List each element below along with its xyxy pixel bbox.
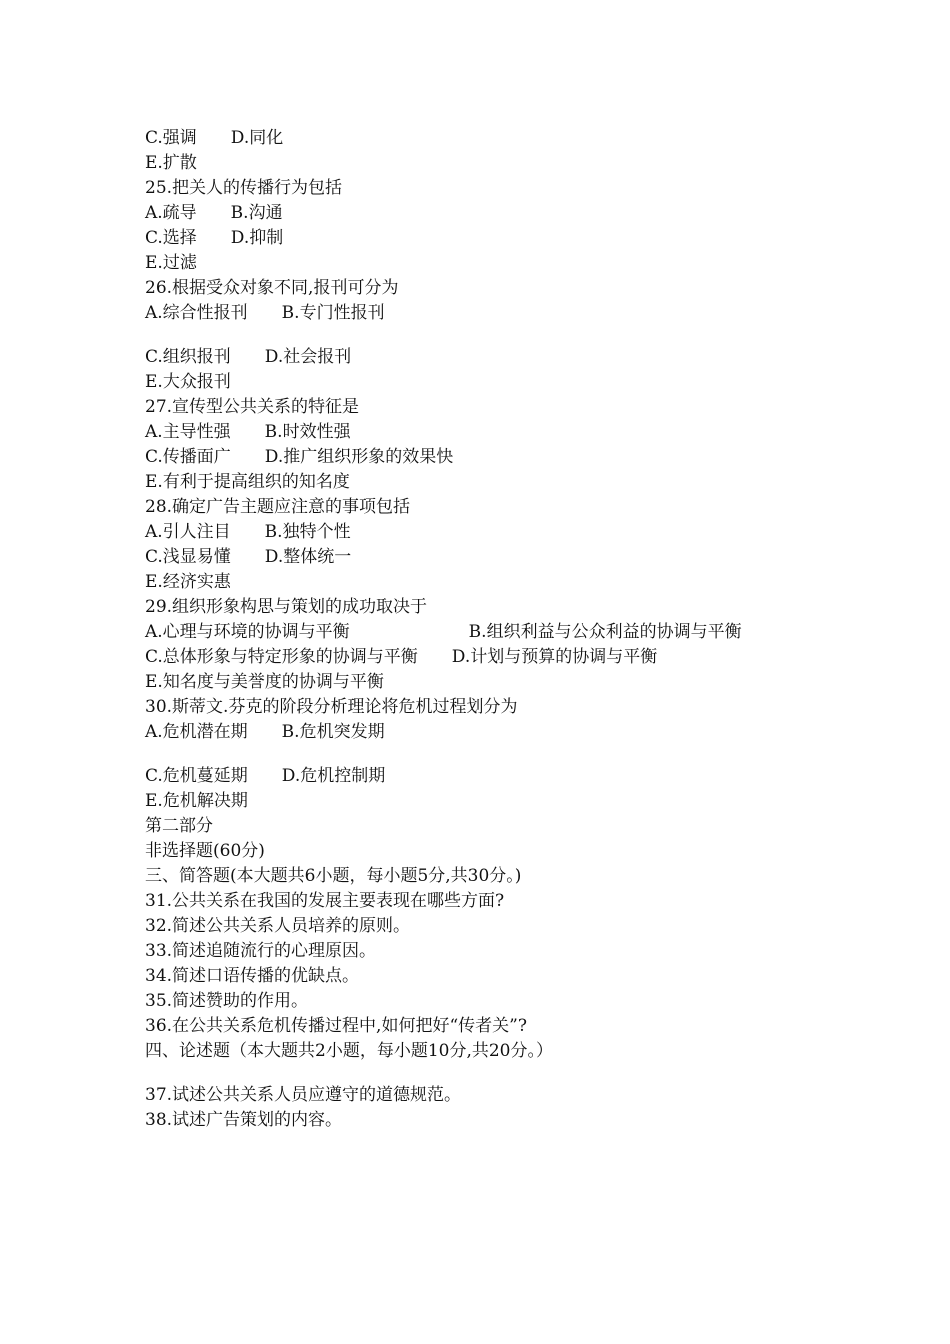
section-three-heading: 三、简答题(本大题共6小题，每小题5分,共30分。) bbox=[145, 866, 522, 886]
section-four-heading: 四、论述题（本大题共2小题，每小题10分,共20分。） bbox=[145, 1041, 553, 1061]
question-26-stem: 26.根据受众对象不同,报刊可分为 bbox=[145, 278, 399, 298]
question-34: 34.简述口语传播的优缺点。 bbox=[145, 966, 360, 986]
question-25-options-c-d: C.选择 D.抑制 bbox=[145, 228, 284, 248]
question-35: 35.简述赞助的作用。 bbox=[145, 991, 309, 1011]
question-28-stem: 28.确定广告主题应注意的事项包括 bbox=[145, 497, 411, 517]
question-36: 36.在公共关系危机传播过程中,如何把好“传者关”? bbox=[145, 1016, 527, 1036]
question-24-options-c-d: C.强调 D.同化 bbox=[145, 128, 284, 148]
question-25-option-e: E.过滤 bbox=[145, 253, 197, 273]
non-choice-heading: 非选择题(60分) bbox=[145, 841, 265, 861]
question-26-option-e: E.大众报刊 bbox=[145, 372, 231, 392]
question-27-options-c-d: C.传播面广 D.推广组织形象的效果快 bbox=[145, 447, 454, 467]
question-32: 32.简述公共关系人员培养的原则。 bbox=[145, 916, 411, 936]
question-28-options-c-d: C.浅显易懂 D.整体统一 bbox=[145, 547, 352, 567]
question-27-option-e: E.有利于提高组织的知名度 bbox=[145, 472, 350, 492]
question-29-option-e: E.知名度与美誉度的协调与平衡 bbox=[145, 672, 384, 692]
question-28-options-a-b: A.引人注目 B.独特个性 bbox=[145, 522, 351, 542]
question-24-option-e: E.扩散 bbox=[145, 153, 197, 173]
question-30-options-c-d: C.危机蔓延期 D.危机控制期 bbox=[145, 766, 386, 786]
question-28-option-e: E.经济实惠 bbox=[145, 572, 231, 592]
question-26-options-a-b: A.综合性报刊 B.专门性报刊 bbox=[145, 303, 385, 323]
question-27-stem: 27.宣传型公共关系的特征是 bbox=[145, 397, 360, 417]
question-37: 37.试述公共关系人员应遵守的道德规范。 bbox=[145, 1085, 462, 1105]
question-26-options-c-d: C.组织报刊 D.社会报刊 bbox=[145, 347, 352, 367]
question-31: 31.公共关系在我国的发展主要表现在哪些方面? bbox=[145, 891, 505, 911]
question-25-stem: 25.把关人的传播行为包括 bbox=[145, 178, 343, 198]
question-29-stem: 29.组织形象构思与策划的成功取决于 bbox=[145, 597, 428, 617]
question-30-options-a-b: A.危机潜在期 B.危机突发期 bbox=[145, 722, 385, 742]
question-38: 38.试述广告策划的内容。 bbox=[145, 1110, 343, 1130]
question-29-options-c-d: C.总体形象与特定形象的协调与平衡 D.计划与预算的协调与平衡 bbox=[145, 647, 658, 667]
question-29-options-a-b: A.心理与环境的协调与平衡 B.组织利益与公众利益的协调与平衡 bbox=[145, 622, 742, 642]
question-30-option-e: E.危机解决期 bbox=[145, 791, 248, 811]
part-two-heading: 第二部分 bbox=[145, 816, 213, 836]
question-27-options-a-b: A.主导性强 B.时效性强 bbox=[145, 422, 351, 442]
question-25-options-a-b: A.疏导 B.沟通 bbox=[145, 203, 283, 223]
question-33: 33.简述追随流行的心理原因。 bbox=[145, 941, 377, 961]
question-30-stem: 30.斯蒂文.芬克的阶段分析理论将危机过程划分为 bbox=[145, 697, 518, 717]
